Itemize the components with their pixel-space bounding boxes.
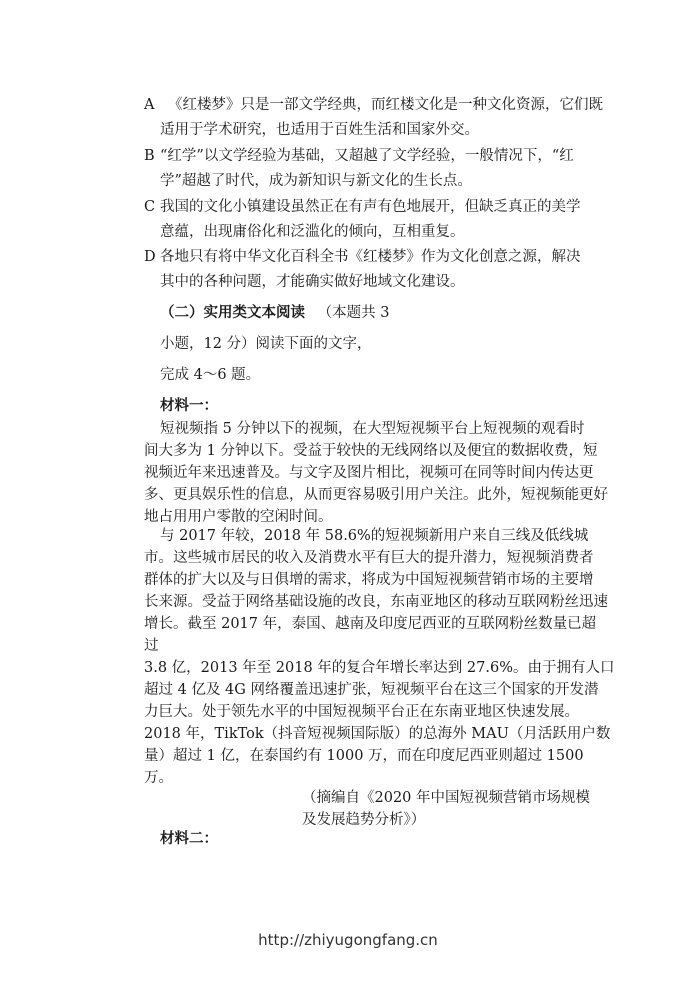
option-line: 适用于学术研究，也适用于百姓生活和国家外交。 <box>160 122 479 138</box>
text-line: 多、更具娱乐性的信息，从而更容易吸引用户关注。此外，短视频能更好 <box>144 487 608 503</box>
material1-heading: 材料一： <box>160 397 218 414</box>
section-title-bold: （二）实用类文本阅读 <box>160 304 305 321</box>
text-line: 3.8 亿，2013 年至 2018 年的复合年增长率达到 27.6%。由于拥有人口 <box>144 660 615 676</box>
option-line: 《红楼梦》只是一部文学经典，而红楼文化是一种文化资源，它们既 <box>168 97 603 113</box>
option-letter: D <box>144 249 156 265</box>
material1-para1 <box>144 418 608 528</box>
section-title-rest: （本题共 3 <box>317 305 390 321</box>
text-line: 短视频指 5 分钟以下的视频，在大型短视频平台上短视频的观看时 <box>160 421 585 437</box>
text-line: 地占用用户零散的空闲时间。 <box>144 509 333 525</box>
option-line: “红学”以文学经验为基础，又超越了文学经验，一般情况下，“红 <box>160 148 574 164</box>
text-line: 万。 <box>144 770 173 786</box>
option-line: 其中的各种问题，才能确实做好地域文化建设。 <box>160 274 465 290</box>
section-title <box>160 302 389 324</box>
text-line: 2018 年，TikTok（抖音短视频国际版）的总海外 MAU（月活跃用户数 <box>144 726 611 742</box>
footer-url: http://zhiyugongfang.cn <box>258 931 438 949</box>
text-line: 增长。截至 2017 年，泰国、越南及印度尼西亚的互联网粉丝数量已超 <box>144 616 597 632</box>
text-line: 长来源。受益于网络基础设施的改良，东南亚地区的移动互联网粉丝迅速 <box>144 594 608 610</box>
source-line: 及发展趋势分析》） <box>302 812 426 828</box>
option-letter: C <box>144 199 156 215</box>
option-line: 学”超越了时代，成为新知识与新文化的生长点。 <box>160 173 472 189</box>
text-line: 市。这些城市居民的收入及消费水平有巨大的提升潜力，短视频消费者 <box>144 550 594 566</box>
section-line-2: 小题，12 分）阅读下面的文字， <box>160 336 372 352</box>
option-line: 我国的文化小镇建设虽然正在有声有色地展开，但缺乏真正的美学 <box>160 199 581 215</box>
text-line: 间大多为 1 分钟以下。受益于较快的无线网络以及便宜的数据收费，短 <box>144 443 598 459</box>
text-line: 超过 4 亿及 4G 网络覆盖迅速扩张，短视频平台在这三个国家的开发潜 <box>144 682 599 698</box>
text-line: 力巨大。处于领先水平的中国短视频平台正在东南亚地区快速发展。 <box>144 704 579 720</box>
option-line: 意蕴，出现庸俗化和泛滥化的倾向，互相重复。 <box>160 224 465 240</box>
source-line: （摘编自《2020 年中国短视频营销市场规模 <box>302 790 591 806</box>
option-letter: B <box>144 148 155 164</box>
option-letter: A <box>144 97 155 113</box>
text-line: 量）超过 1 亿，在泰国约有 1000 万，而在印度尼西亚则超过 1500 <box>144 748 584 764</box>
text-line: 视频近年来迅速普及。与文字及图片相比，视频可在同等时间内传达更 <box>144 465 594 481</box>
material1-para2 <box>144 525 615 789</box>
material2-heading: 材料二： <box>160 830 218 847</box>
section-line-3: 完成 4～6 题。 <box>160 367 261 383</box>
text-line: 与 2017 年较，2018 年 58.6%的短视频新用户来自三线及低线城 <box>160 528 589 544</box>
text-line: 群体的扩大以及与日俱增的需求，将成为中国短视频营销市场的主要增 <box>144 572 594 588</box>
text-line: 过 <box>144 638 159 654</box>
option-line: 各地只有将中华文化百科全书《红楼梦》作为文化创意之源，解决 <box>160 249 581 265</box>
